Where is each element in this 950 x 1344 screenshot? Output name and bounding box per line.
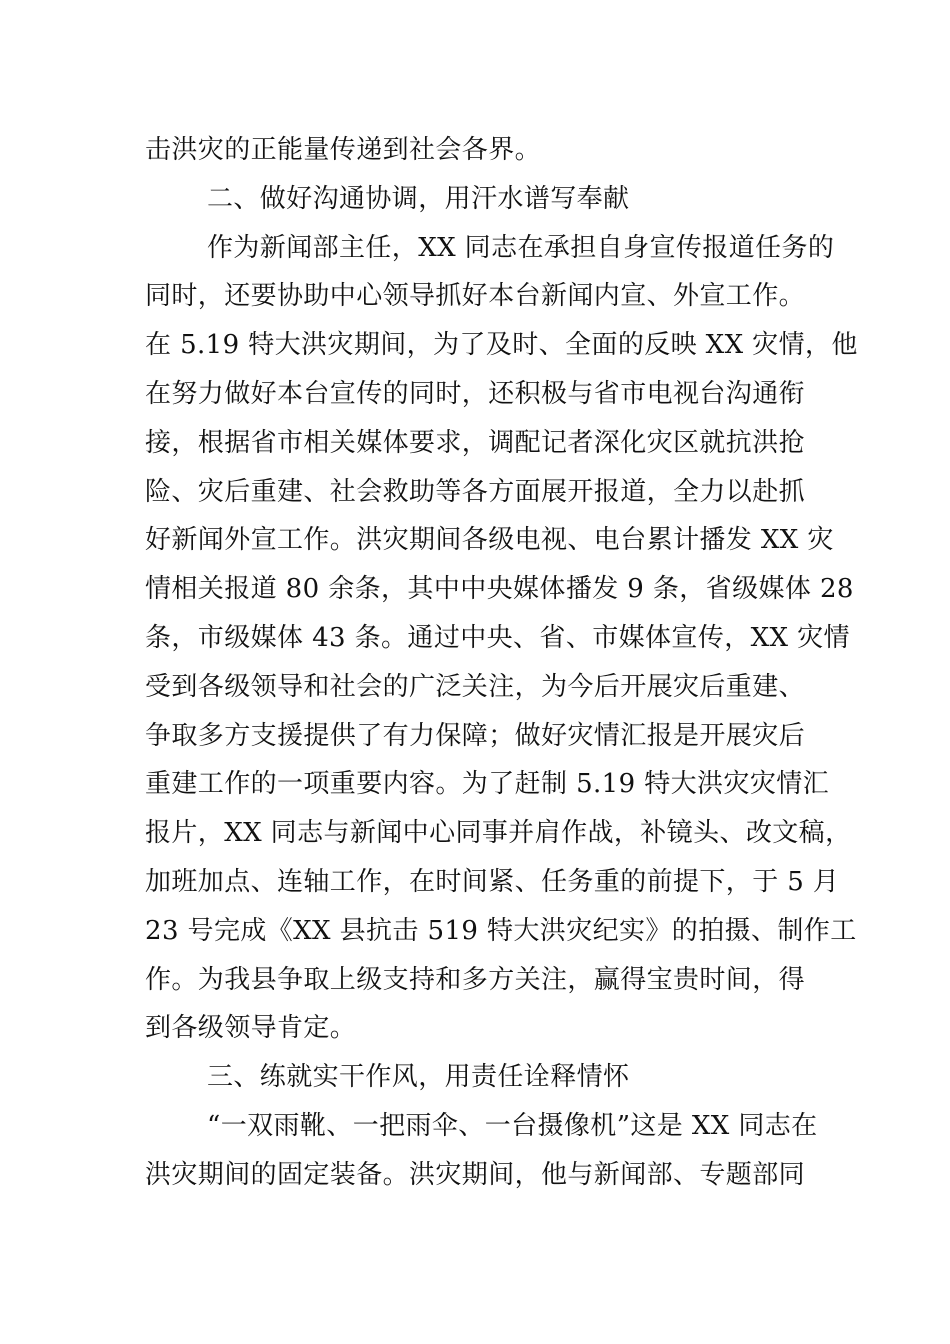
section-heading: 二、做好沟通协调，用汗水谱写奉献 xyxy=(207,183,630,214)
text-line: 报片，XX 同志与新闻中心同事并肩作战，补镜头、改文稿， xyxy=(145,818,852,849)
text-line: 在 5.19 特大洪灾期间，为了及时、全面的反映 XX 灾情，他 xyxy=(145,330,858,361)
text-line: 同时，还要协助中心领导抓好本台新闻内宣、外宣工作。 xyxy=(145,281,806,312)
text-line: 重建工作的一项重要内容。为了赶制 5.19 特大洪灾灾情汇 xyxy=(145,769,830,800)
text-line: 在努力做好本台宣传的同时，还积极与省市电视台沟通衔 xyxy=(145,378,806,409)
text-line: 情相关报道 80 余条，其中中央媒体播发 9 条，省级媒体 28 xyxy=(145,574,854,605)
document-body xyxy=(145,126,858,1200)
text-line: 23 号完成《XX 县抗击 519 特大洪灾纪实》的拍摄、制作工 xyxy=(145,915,857,946)
text-line: 受到各级领导和社会的广泛关注，为今后开展灾后重建、 xyxy=(145,671,806,702)
text-line: 击洪灾的正能量传递到社会各界。 xyxy=(145,135,542,165)
text-line: 接，根据省市相关媒体要求，调配记者深化灾区就抗洪抢 xyxy=(145,427,806,458)
text-line: 好新闻外宣工作。洪灾期间各级电视、电台累计播发 XX 灾 xyxy=(145,525,834,556)
text-line: 洪灾期间的固定装备。洪灾期间，他与新闻部、专题部同 xyxy=(145,1159,806,1190)
text-line: 争取多方支援提供了有力保障；做好灾情汇报是开展灾后 xyxy=(145,720,806,751)
text-line: 条，市级媒体 43 条。通过中央、省、市媒体宣传，XX 灾情 xyxy=(145,622,850,653)
text-line: 到各级领导肯定。 xyxy=(145,1013,357,1044)
paragraph-first-line: “一双雨靴、一把雨伞、一台摄像机”这是 XX 同志在 xyxy=(207,1110,818,1141)
text-line: 险、灾后重建、社会救助等各方面展开报道，全力以赴抓 xyxy=(145,476,806,507)
paragraph-first-line: 作为新闻部主任，XX 同志在承担自身宣传报道任务的 xyxy=(207,232,835,263)
section-heading: 三、练就实干作风，用责任诠释情怀 xyxy=(207,1062,630,1093)
text-line: 作。为我县争取上级支持和多方关注，赢得宝贵时间，得 xyxy=(145,964,806,995)
text-line: 加班加点、连轴工作，在时间紧、任务重的前提下，于 5 月 xyxy=(145,866,840,897)
